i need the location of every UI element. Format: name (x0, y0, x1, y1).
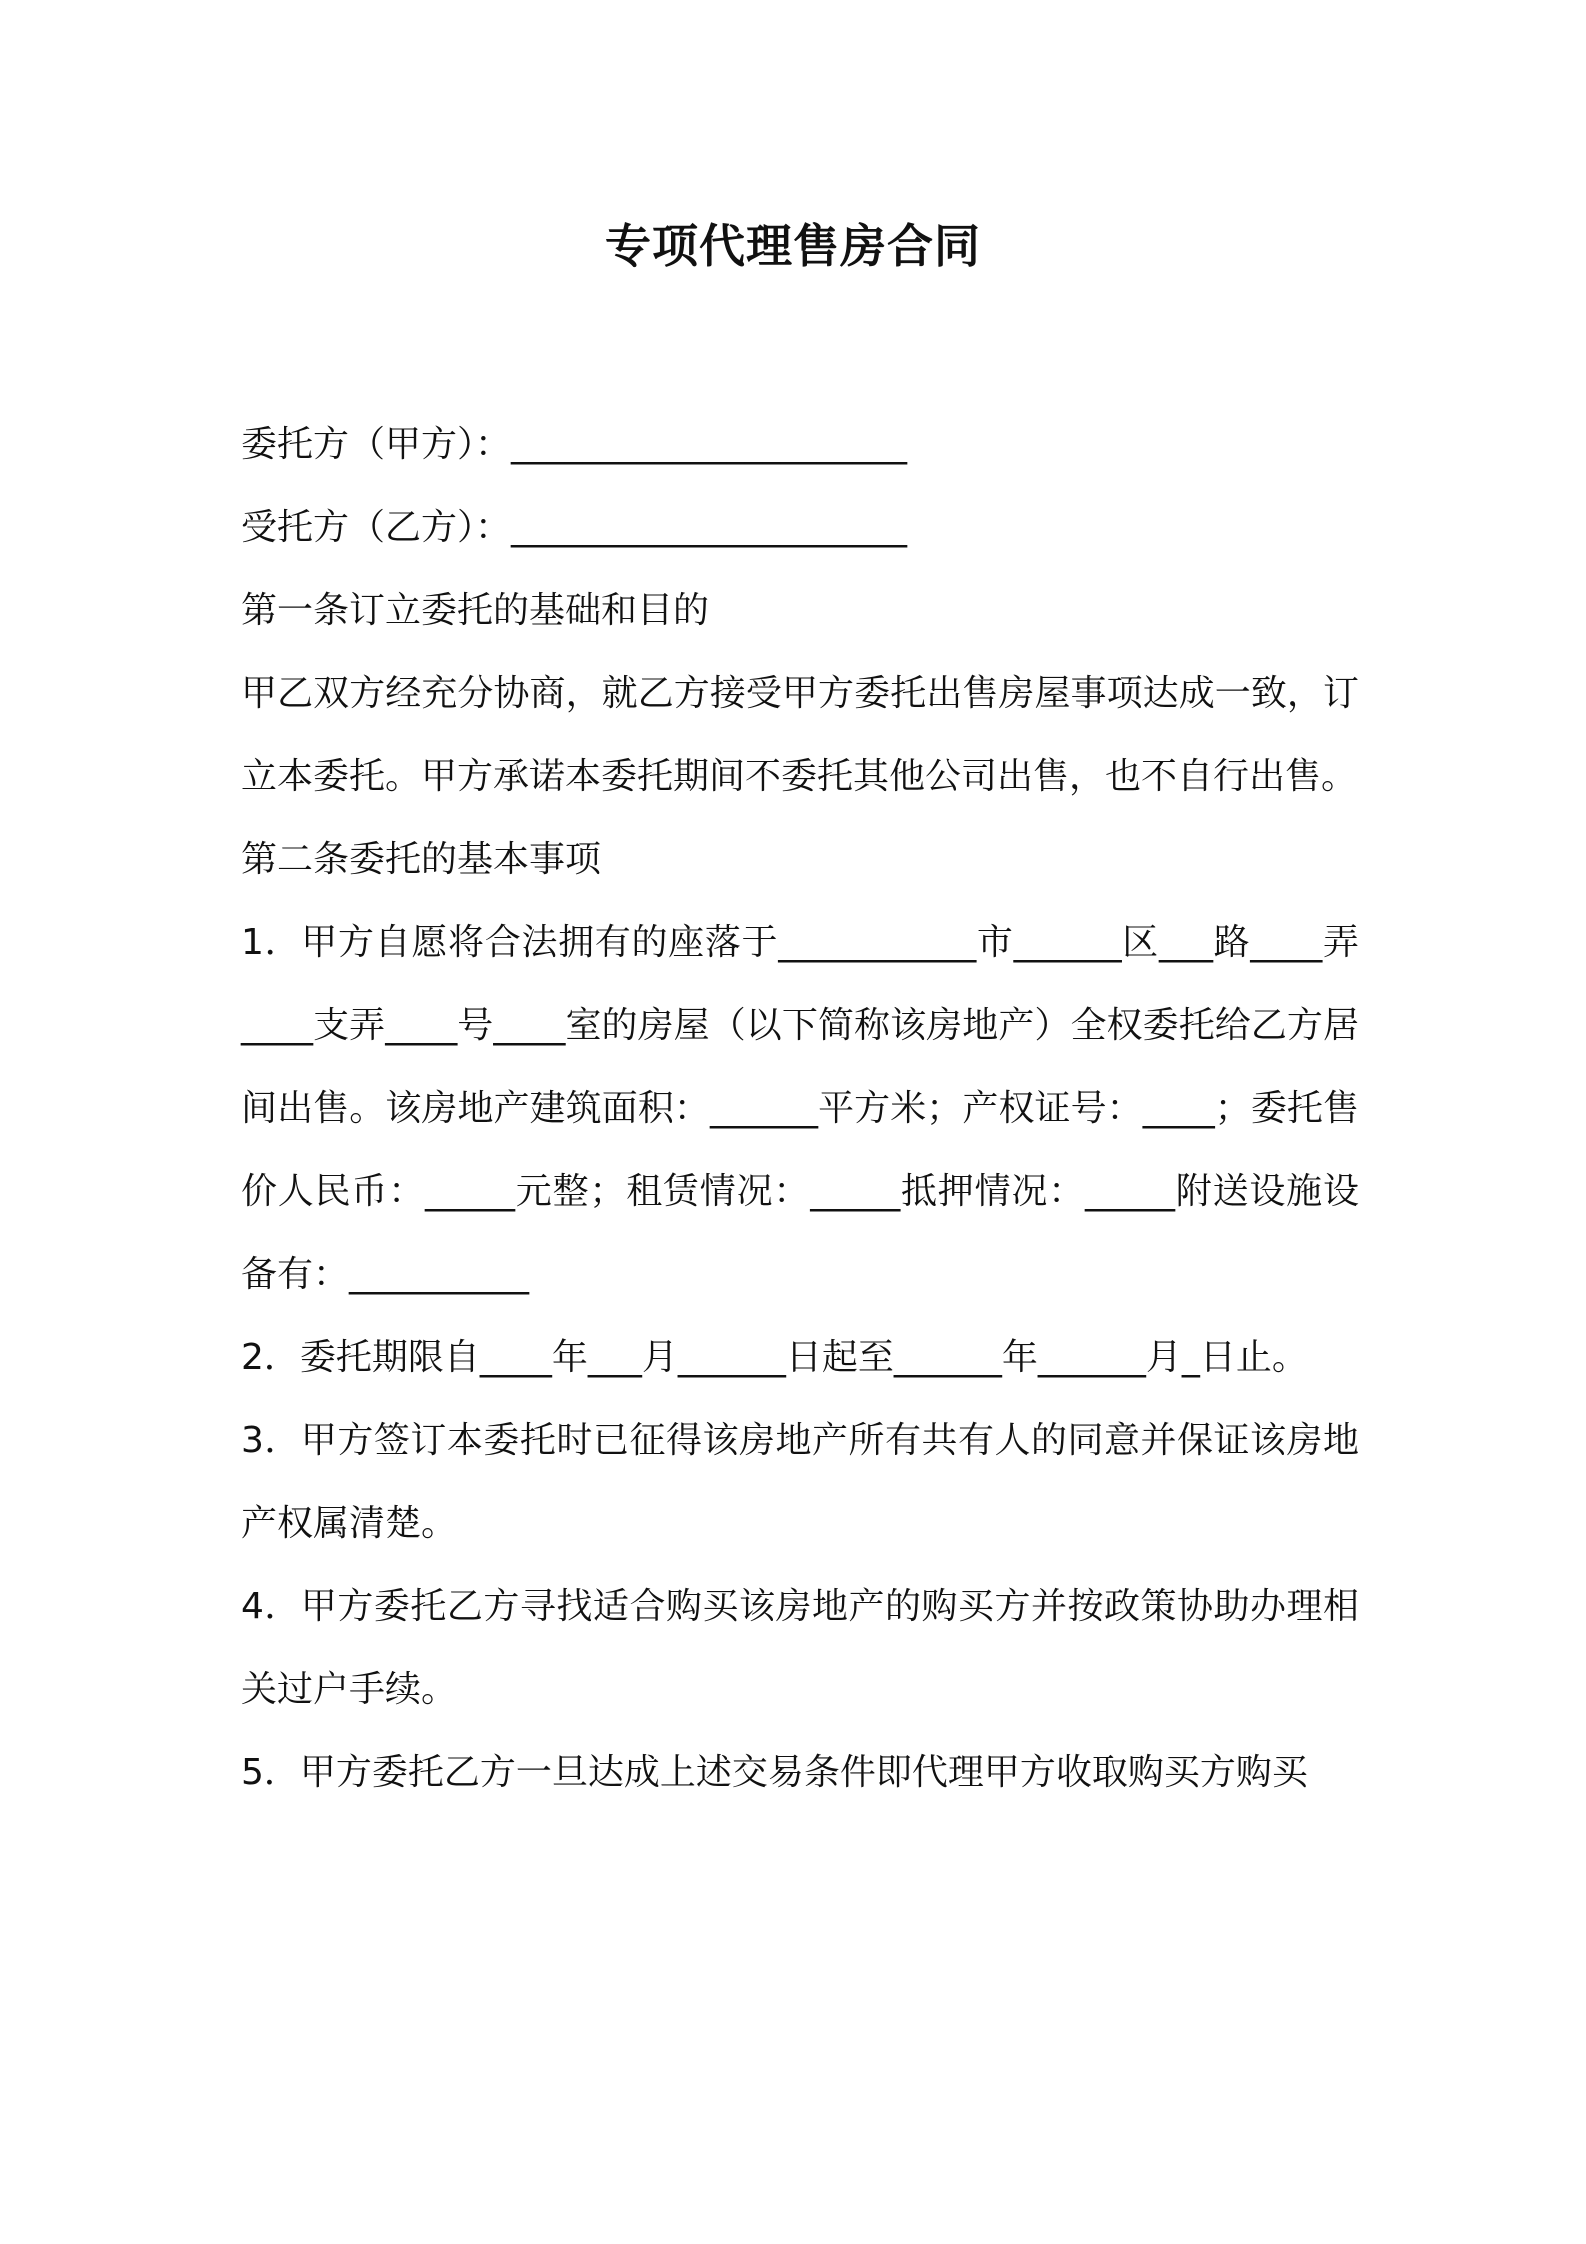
clause-4: 4．甲方委托乙方寻找适合购买该房地产的购买方并按政策协助办理相关过户手续。 (241, 1586, 1359, 1710)
article-2-heading: 第二条委托的基本事项 (241, 839, 602, 880)
clause-5: 5．甲方委托乙方一旦达成上述交易条件即代理甲方收取购买方购买 (241, 1752, 1308, 1793)
article-1-text: 甲乙双方经充分协商，就乙方接受甲方委托出售房屋事项达成一致，订立本委托。甲方承诺本委托期间不委托其他公司出售，也不自行出售。 (241, 673, 1359, 797)
clause-3: 3．甲方签订本委托时已征得该房地产所有共有人的同意并保证该房地产权属清楚。 (241, 1420, 1359, 1544)
party-b-line: 受托方（乙方）：______________________ (241, 507, 908, 548)
document-body (241, 403, 1359, 1814)
party-a-line: 委托方（甲方）：______________________ (241, 424, 908, 465)
clause-1: 1．甲方自愿将合法拥有的座落于___________市______区___路____弄____支弄____号____室的房屋（以下简称该房地产）全权委托给乙方居间出售。该房地产建筑面积：______平方米；产权证号：____；委托售价人民币：_____元整；租赁情况：_____抵押情况：_____附送设施设备有：__________ (241, 922, 1359, 1295)
clause-2: 2．委托期限自____年___月______日起至______年______月_日止。 (241, 1337, 1308, 1378)
article-1-heading: 第一条订立委托的基础和目的 (241, 590, 710, 631)
document-title: 专项代理售房合同 (605, 219, 981, 273)
